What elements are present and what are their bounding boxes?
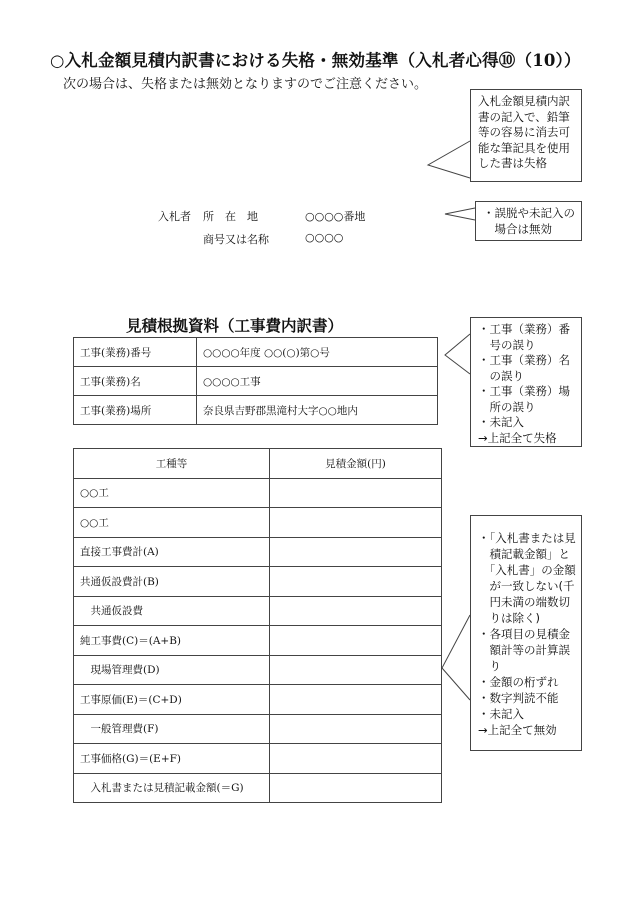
note-line: 書の記入で、鉛筆 bbox=[478, 109, 570, 124]
note-pencil bbox=[470, 89, 582, 182]
row-label: 工事価格(G)＝(E+F) bbox=[74, 744, 270, 774]
bidder-name-label: 商号又は名称 bbox=[203, 233, 269, 246]
row-label: 共通仮設費 bbox=[74, 596, 270, 626]
row-label: ○○工 bbox=[74, 508, 270, 538]
table-row bbox=[74, 567, 442, 597]
table-row bbox=[74, 655, 442, 685]
row-label: 現場管理費(D) bbox=[74, 655, 270, 685]
note-line: ・未記入 bbox=[478, 707, 524, 721]
project-info-table bbox=[73, 337, 438, 425]
cost-table bbox=[73, 448, 442, 803]
row-label: 入札書または見積記載金額(＝G) bbox=[74, 773, 270, 803]
table-row bbox=[74, 338, 438, 367]
note-line: ・工事（業務）名 bbox=[478, 353, 570, 367]
row-label: 直接工事費計(A) bbox=[74, 537, 270, 567]
note-line: ・各項目の見積金 bbox=[478, 627, 570, 641]
info-label: 工事(業務)場所 bbox=[74, 396, 197, 425]
note-line: 入札金額見積内訳 bbox=[478, 94, 570, 108]
amount-cell bbox=[270, 744, 442, 774]
amount-cell bbox=[270, 508, 442, 538]
bidder-address-label: 所 在 地 bbox=[203, 210, 258, 223]
bidder-role: 入札者 bbox=[158, 210, 191, 223]
note-line: りは除く) bbox=[478, 611, 540, 625]
table-row bbox=[74, 596, 442, 626]
note-line: 能な筆記具を使用 bbox=[478, 140, 570, 155]
bidder-name-value: ○○○○ bbox=[305, 231, 344, 244]
note-line: 所の誤り bbox=[478, 399, 536, 414]
row-label: 一般管理費(F) bbox=[74, 714, 270, 744]
page-subtitle: 次の場合は、失格または無効となりますのでご注意ください。 bbox=[63, 77, 428, 92]
column-header: 工種等 bbox=[74, 449, 270, 479]
note-line: 円未満の端数切 bbox=[478, 595, 570, 609]
note-line: 場合は無効 bbox=[483, 221, 552, 236]
column-header: 見積金額(円) bbox=[270, 449, 442, 479]
amount-cell bbox=[270, 655, 442, 685]
table-row bbox=[74, 367, 438, 396]
table-header-row bbox=[74, 449, 442, 479]
note-line: り bbox=[478, 659, 501, 673]
note-line: 「入札書」の金額 bbox=[478, 563, 576, 577]
note-line: 号の誤り bbox=[478, 337, 536, 352]
info-value: ○○○○工事 bbox=[197, 367, 438, 396]
note-line: →上記全て無効 bbox=[478, 723, 557, 737]
table-row bbox=[74, 744, 442, 774]
note-work-info bbox=[470, 317, 582, 447]
note-line: ・誤脱や未記入の bbox=[483, 206, 575, 220]
note-line: ・工事（業務）場 bbox=[478, 384, 570, 398]
note-line: ・数字判読不能 bbox=[478, 691, 559, 705]
table-row bbox=[74, 626, 442, 656]
amount-cell bbox=[270, 478, 442, 508]
amount-cell bbox=[270, 626, 442, 656]
table-row bbox=[74, 537, 442, 567]
note-line: した書は失格 bbox=[478, 156, 547, 170]
note-line: →上記全て失格 bbox=[478, 430, 557, 445]
table-row bbox=[74, 685, 442, 715]
estimate-title: 見積根拠資料（工事費内訳書） bbox=[126, 316, 344, 335]
row-label: 共通仮設費計(B) bbox=[74, 567, 270, 597]
note-omission bbox=[475, 201, 582, 241]
page-title: ○入札金額見積内訳書における失格・無効基準（入札者心得⑩（10）） bbox=[50, 51, 581, 70]
info-label: 工事(業務)番号 bbox=[74, 338, 197, 367]
amount-cell bbox=[270, 537, 442, 567]
note-line: 額計等の計算誤 bbox=[478, 643, 570, 657]
info-value: ○○○○年度 ○○(○)第○号 bbox=[197, 338, 438, 367]
table-row bbox=[74, 773, 442, 803]
bidder-address-value: ○○○○番地 bbox=[305, 210, 366, 223]
table-row bbox=[74, 396, 438, 425]
note-amount bbox=[470, 515, 582, 751]
amount-cell bbox=[270, 685, 442, 715]
note-line: ・工事（業務）番 bbox=[478, 322, 570, 336]
amount-cell bbox=[270, 596, 442, 626]
note-line: の誤り bbox=[478, 368, 524, 383]
note-line: ・金額の桁ずれ bbox=[478, 675, 559, 689]
amount-cell bbox=[270, 714, 442, 744]
amount-cell bbox=[270, 567, 442, 597]
amount-cell bbox=[270, 773, 442, 803]
note-line: が一致しない(千 bbox=[478, 579, 575, 593]
note-line: ・「入札書または見 bbox=[478, 531, 576, 545]
table-row bbox=[74, 714, 442, 744]
note-line: 等の容易に消去可 bbox=[478, 125, 570, 139]
table-row bbox=[74, 508, 442, 538]
table-row bbox=[74, 478, 442, 508]
info-value: 奈良県吉野郡黒滝村大字○○地内 bbox=[197, 396, 438, 425]
row-label: 工事原価(E)＝(C+D) bbox=[74, 685, 270, 715]
row-label: 純工事費(C)＝(A+B) bbox=[74, 626, 270, 656]
row-label: ○○工 bbox=[74, 478, 270, 508]
note-line: ・未記入 bbox=[478, 415, 524, 429]
note-line: 積記載金額」と bbox=[478, 547, 570, 561]
info-label: 工事(業務)名 bbox=[74, 367, 197, 396]
